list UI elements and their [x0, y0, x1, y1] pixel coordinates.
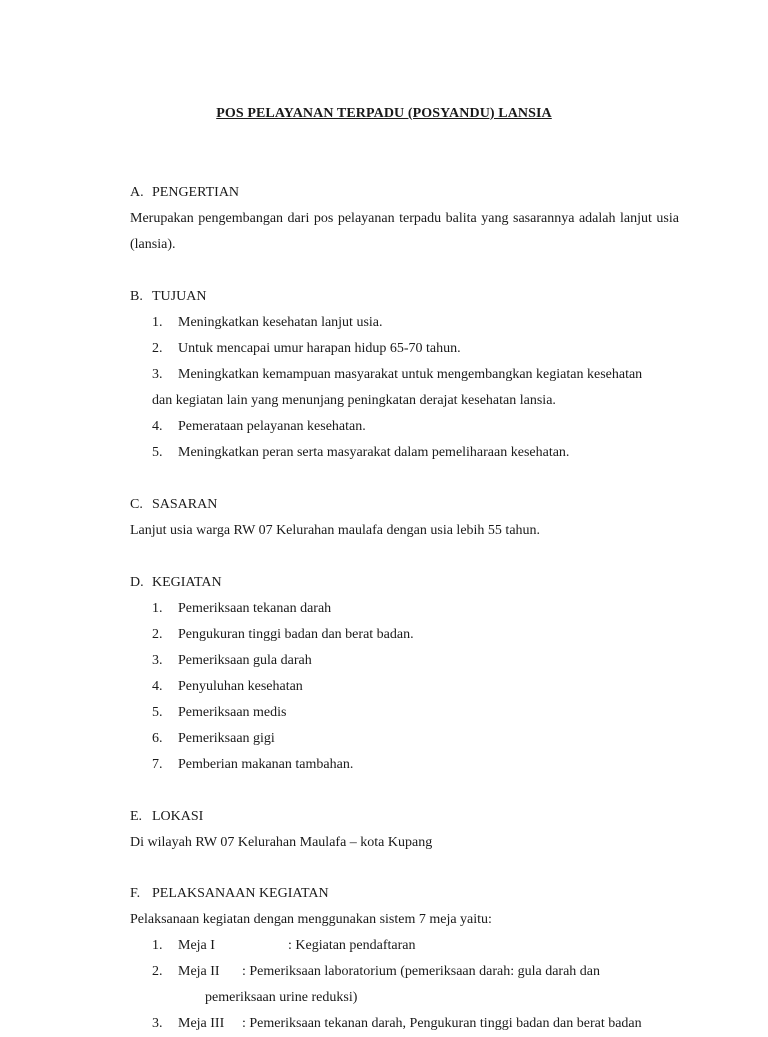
list-item [130, 648, 679, 674]
list-item [130, 596, 679, 622]
section-paragraph: Pelaksanaan kegiatan dengan menggunakan sistem 7 meja yaitu: [130, 912, 492, 927]
section-heading-text: SASARAN [152, 497, 218, 512]
section-heading [130, 881, 679, 907]
list-item [130, 674, 679, 700]
list-item-number: 2. [152, 341, 163, 356]
list-item-continuation: dan kegiatan lain yang menunjang peningkatan derajat kesehatan lansia. [152, 393, 556, 408]
list-item-number: 5. [152, 705, 163, 720]
list-item-number: 4. [152, 419, 163, 434]
section-heading [130, 492, 679, 518]
list-item [130, 752, 679, 778]
list-item [130, 622, 679, 648]
section-kegiatan [130, 570, 679, 778]
list-item-text: Meningkatkan kesehatan lanjut usia. [178, 315, 383, 330]
section-heading-text: PENGERTIAN [152, 185, 240, 200]
section-letter: A. [130, 185, 144, 200]
list-item [130, 726, 679, 752]
list-item-number: 2. [152, 964, 163, 979]
list-item-number: 7. [152, 757, 163, 772]
section-letter: D. [130, 575, 144, 590]
list-item-number: 5. [152, 445, 163, 460]
section-heading-text: KEGIATAN [152, 575, 222, 590]
section-pelaksanaan [130, 881, 679, 1037]
list-item [130, 1011, 679, 1037]
section-heading-text: PELAKSANAAN KEGIATAN [152, 886, 329, 901]
section-letter: C. [130, 497, 143, 512]
section-pengertian [130, 180, 679, 258]
list-item-text: Pengukuran tinggi badan dan berat badan. [178, 627, 414, 642]
section-letter: F. [130, 886, 141, 901]
section-sasaran [130, 492, 679, 544]
list-item-number: 4. [152, 679, 163, 694]
meja-list [130, 933, 679, 1037]
list-item [130, 700, 679, 726]
list-item-text: Untuk mencapai umur harapan hidup 65-70 tahun. [178, 341, 461, 356]
list-item-text: Pemeriksaan gigi [178, 731, 275, 746]
section-paragraph: Lanjut usia warga RW 07 Kelurahan maulafa dengan usia lebih 55 tahun. [130, 523, 541, 538]
list-item-text: Penyuluhan kesehatan [178, 679, 303, 694]
list-item-number: 1. [152, 938, 163, 953]
list-item-number: 1. [152, 601, 163, 616]
list-item [130, 310, 679, 336]
list-item-text: Pemeriksaan gula darah [178, 653, 312, 668]
meja-name: Meja III [178, 1016, 225, 1031]
list-item-number: 3. [152, 367, 163, 382]
list-item-text: Pemeriksaan medis [178, 705, 287, 720]
list-item-number: 3. [152, 1016, 163, 1031]
meja-description: : Pemeriksaan laboratorium (pemeriksaan darah: gula darah dan [242, 964, 601, 979]
list-item-text: Meningkatkan kemampuan masyarakat untuk mengembangkan kegiatan kesehatan [178, 367, 643, 382]
meja-description: : Pemeriksaan tekanan darah, Pengukuran tinggi badan dan berat badan [242, 1016, 642, 1031]
page-title: POS PELAYANAN TERPADU (POSYANDU) LANSIA [216, 106, 552, 121]
list-item-number: 6. [152, 731, 163, 746]
list-item [130, 414, 679, 440]
list-item-text: Pemeriksaan tekanan darah [178, 601, 332, 616]
section-letter: E. [130, 809, 143, 824]
section-heading [130, 180, 679, 206]
section-tujuan [130, 284, 679, 466]
section-heading [130, 284, 679, 310]
section-heading-text: LOKASI [152, 809, 204, 824]
list-item-text: Pemerataan pelayanan kesehatan. [178, 419, 366, 434]
list-item-text: Meningkatkan peran serta masyarakat dalam pemeliharaan kesehatan. [178, 445, 570, 460]
section-paragraph: Merupakan pengembangan dari pos pelayanan terpadu balita yang sasarannya adalah lanjut usia (lansia). [130, 211, 679, 252]
meja-name: Meja II [178, 964, 220, 979]
list-item-number: 3. [152, 653, 163, 668]
section-heading [130, 804, 679, 830]
list-item [130, 959, 679, 1011]
section-lokasi [130, 804, 679, 856]
list-item [130, 440, 679, 466]
tujuan-list [130, 310, 679, 466]
list-item-continuation: pemeriksaan urine reduksi) [205, 990, 358, 1005]
list-item-text: Pemberian makanan tambahan. [178, 757, 354, 772]
section-letter: B. [130, 289, 143, 304]
section-heading [130, 570, 679, 596]
section-paragraph: Di wilayah RW 07 Kelurahan Maulafa – kota Kupang [130, 835, 433, 850]
list-item [130, 336, 679, 362]
list-item-number: 2. [152, 627, 163, 642]
list-item-number: 1. [152, 315, 163, 330]
list-item [130, 362, 679, 414]
list-item [130, 933, 679, 959]
meja-name: Meja I [178, 938, 215, 953]
section-heading-text: TUJUAN [152, 289, 207, 304]
kegiatan-list [130, 596, 679, 778]
meja-description: : Kegiatan pendaftaran [288, 938, 416, 953]
